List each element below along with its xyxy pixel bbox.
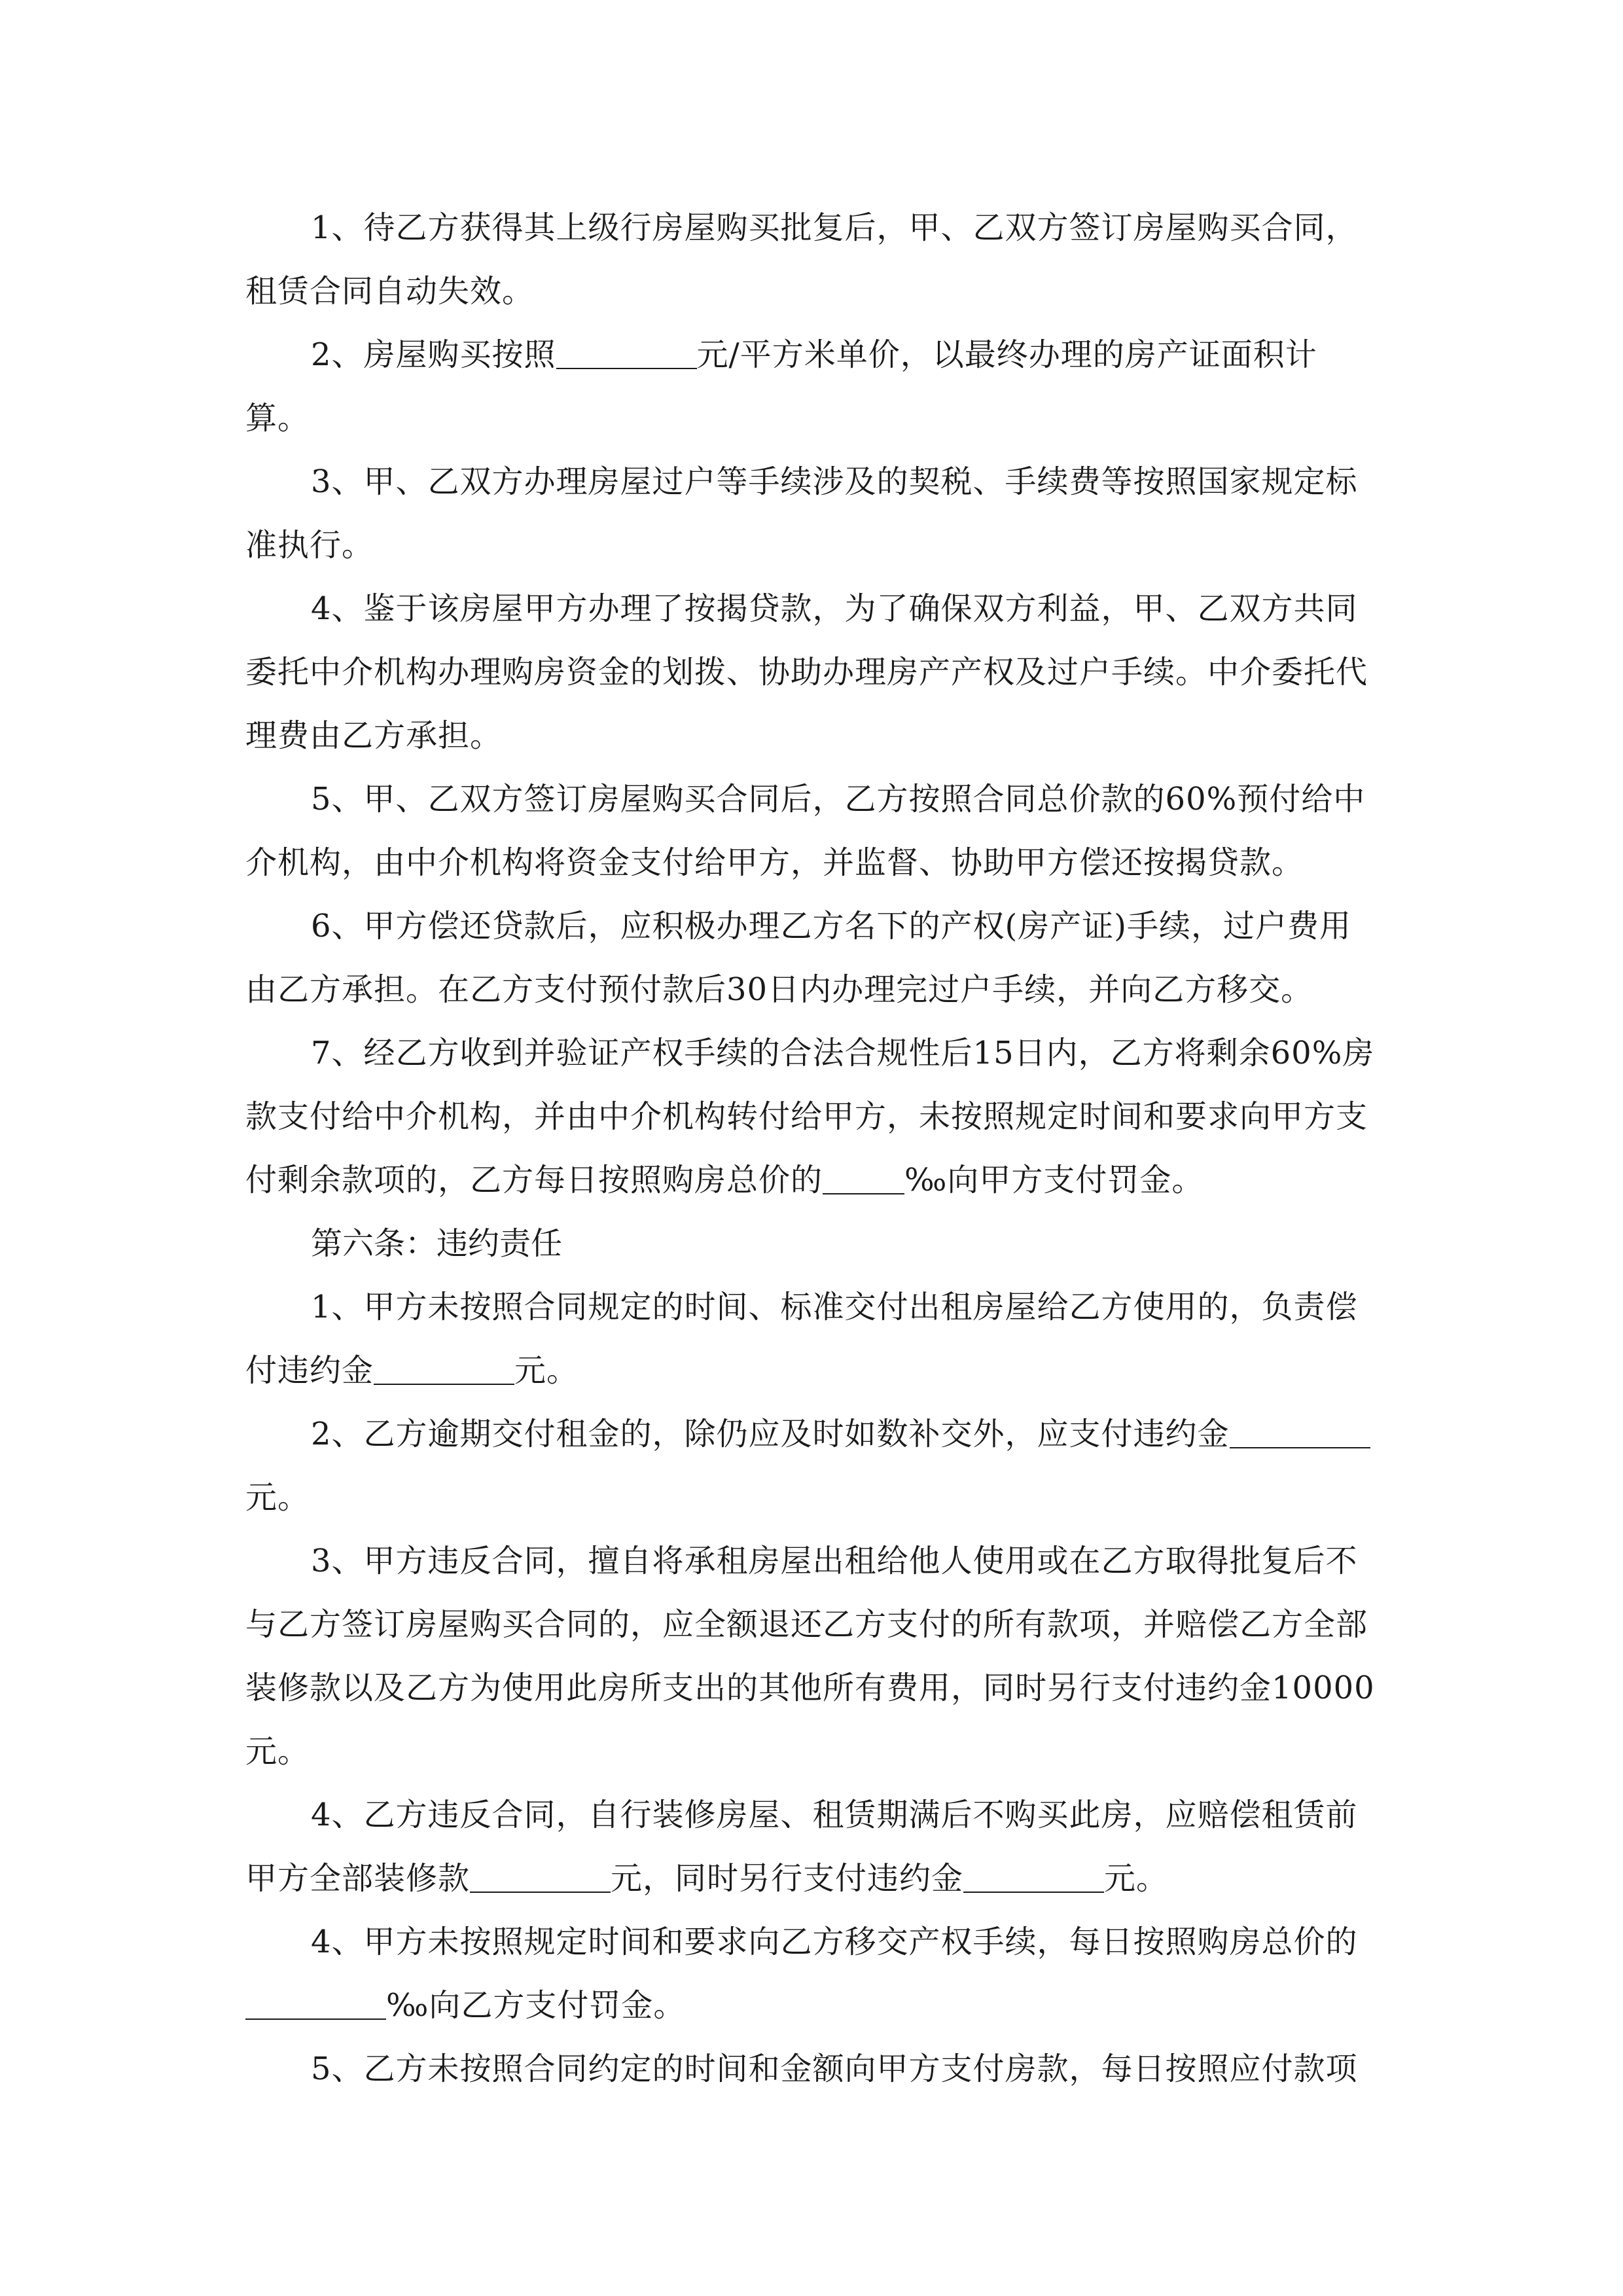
blank-penalty-amount <box>374 1352 514 1385</box>
breach-2: 2、乙方逾期交付租金的，除仍应及时如数补交外，应支付违约金元。 <box>245 1403 1378 1530</box>
clause-1: 1、待乙方获得其上级行房屋购买批复后，甲、乙双方签订房屋购买合同，租赁合同自动失效。 <box>245 209 1358 310</box>
blank-renovation-amount <box>470 1860 611 1893</box>
blank-penalty-rate-2 <box>245 1987 386 2020</box>
breach-4a: 4、乙方违反合同，自行装修房屋、租赁期满后不购买此房，应赔偿租赁前甲方全部装修款 元，同时另行支付违约金 元。 <box>245 1797 1358 1897</box>
breach-1: 1、甲方未按照合同规定的时间、标准交付出租房屋给乙方使用的，负责偿付违约金 元。 <box>245 1289 1358 1389</box>
clause-5: 5、甲、乙双方签订房屋购买合同后，乙方按照合同总价款的60%预付给中介机构，由中介机构将资金支付给甲方，并监督、协助甲方偿还按揭贷款。 <box>245 781 1366 881</box>
blank-penalty-amount-2 <box>963 1860 1104 1893</box>
breach-4b: 4、甲方未按照规定时间和要求向乙方移交产权手续，每日按照购房总价的‰向乙方支付罚金。 <box>245 1910 1378 2037</box>
clause-7: 7、经乙方收到并验证产权手续的合法合规性后15日内，乙方将剩余60%房款支付给中介机构，并由中介机构转付给甲方，未按照规定时间和要求向甲方支付剩余款项的，乙方每日按照购房总价的 ‰向甲方支付罚金。 <box>245 1035 1375 1198</box>
clause-6: 6、甲方偿还贷款后，应积极办理乙方名下的产权(房产证)手续，过户费用由乙方承担。在乙方支付预付款后30日内办理完过户手续，并向乙方移交。 <box>245 908 1351 1008</box>
blank-penalty-rate <box>823 1162 904 1194</box>
section-title: 第六条：违约责任 <box>311 1225 563 1262</box>
clause-2: 2、房屋购买按照 元/平方米单价，以最终办理的房产证面积计算。 <box>245 336 1317 437</box>
blank-late-fee <box>1230 1416 1370 1448</box>
breach-5: 5、乙方未按照合同约定的时间和金额向甲方支付房款，每日按照应付款项 <box>311 2051 1358 2087</box>
document-page <box>245 196 1378 2101</box>
blank-unit-price <box>556 336 697 369</box>
breach-3: 3、甲方违反合同，擅自将承租房屋出租给他人使用或在乙方取得批复后不与乙方签订房屋购买合同的，应全额退还乙方支付的所有款项，并赔偿乙方全部装修款以及乙方为使用此房所支出的其他所有费用，同时另行支付违约金10000元。 <box>245 1543 1375 1770</box>
clause-4: 4、鉴于该房屋甲方办理了按揭贷款，为了确保双方利益，甲、乙双方共同委托中介机构办理购房资金的划拨、协助办理房产产权及过户手续。中介委托代理费由乙方承担。 <box>245 590 1368 754</box>
clause-3: 3、甲、乙双方办理房屋过户等手续涉及的契税、手续费等按照国家规定标准执行。 <box>245 463 1358 564</box>
